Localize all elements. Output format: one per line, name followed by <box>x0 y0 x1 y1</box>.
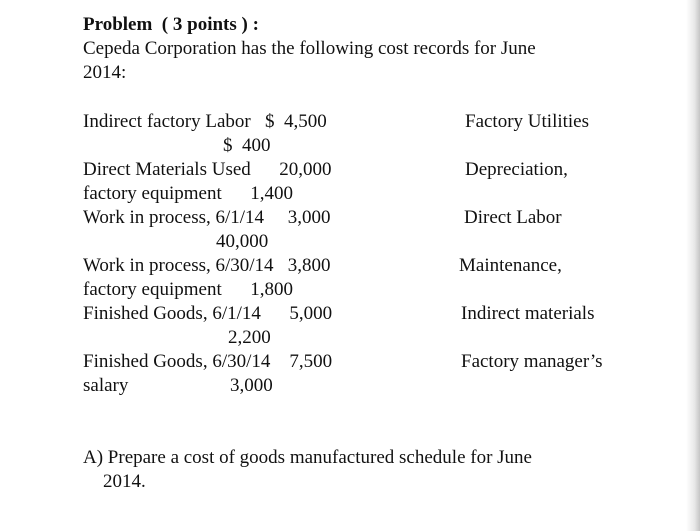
question-line-1: A) Prepare a cost of goods manufactured schedule for June <box>83 447 532 468</box>
cost-label-right: Depreciation, <box>465 159 568 180</box>
cost-label-right: Maintenance, <box>459 255 562 276</box>
problem-title: Problem ( 3 points ) : <box>83 14 259 35</box>
cost-line: 40,000 <box>216 231 269 252</box>
page-edge-shadow <box>686 0 700 531</box>
cost-line: Work in process, 6/1/14 3,000 <box>83 207 331 228</box>
cost-line: 3,000 <box>230 375 273 396</box>
cost-line: Work in process, 6/30/14 3,800 <box>83 255 331 276</box>
intro-line-2: 2014: <box>83 62 127 83</box>
cost-line: Finished Goods, 6/1/14 5,000 <box>83 303 333 324</box>
cost-label-right: Direct Labor <box>464 207 562 228</box>
cost-label-right: Factory manager’s <box>461 351 603 372</box>
intro-line-1: Cepeda Corporation has the following cost records for June <box>83 38 536 59</box>
cost-line: 2,200 <box>228 327 271 348</box>
cost-line: $ 400 <box>223 135 271 156</box>
cost-line: salary <box>83 375 129 396</box>
cost-line: factory equipment 1,400 <box>83 183 294 204</box>
cost-label-right: Factory Utilities <box>465 111 590 132</box>
cost-label-right: Indirect materials <box>461 303 595 324</box>
cost-line: Direct Materials Used 20,000 <box>83 159 332 180</box>
question-line-2: 2014. <box>103 471 146 492</box>
cost-line: factory equipment 1,800 <box>83 279 294 300</box>
cost-line: Finished Goods, 6/30/14 7,500 <box>83 351 333 372</box>
cost-line: Indirect factory Labor $ 4,500 <box>83 111 327 132</box>
